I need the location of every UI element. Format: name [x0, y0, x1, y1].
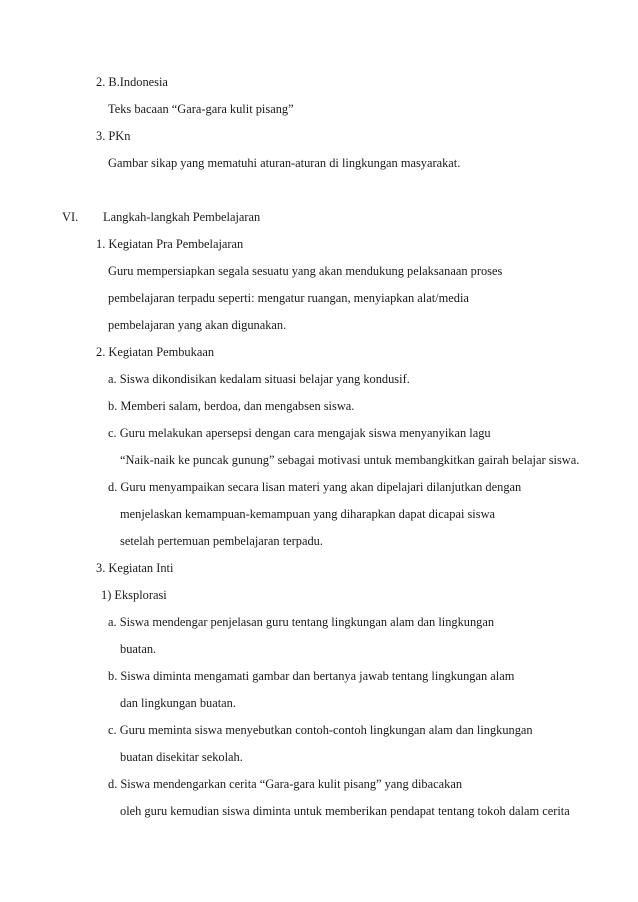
text-line: a. Siswa mendengar penjelasan guru tentang lingkungan alam dan lingkungan — [108, 615, 495, 629]
text-line: buatan. — [120, 642, 157, 656]
text-line: setelah pertemuan pembelajaran terpadu. — [120, 534, 323, 548]
text-line: buatan disekitar sekolah. — [120, 750, 243, 764]
text-line: “Naik-naik ke puncak gunung” sebagai motivasi untuk membangkitkan gairah belajar siswa. — [120, 453, 580, 467]
text-line: b. Siswa diminta mengamati gambar dan bertanya jawab tentang lingkungan alam — [108, 669, 515, 683]
list-item: 3. Kegiatan Inti — [96, 561, 174, 575]
text-line: menjelaskan kemampuan-kemampuan yang diharapkan dapat dicapai siswa — [120, 507, 496, 521]
text-line: a. Siswa dikondisikan kedalam situasi belajar yang kondusif. — [108, 372, 410, 386]
list-item: 2. Kegiatan Pembukaan — [96, 345, 215, 359]
text-line: Teks bacaan “Gara-gara kulit pisang” — [108, 102, 294, 116]
text-line: pembelajaran terpadu seperti: mengatur ruangan, menyiapkan alat/media — [108, 291, 469, 305]
list-item: 1. Kegiatan Pra Pembelajaran — [96, 237, 244, 251]
text-line: d. Guru menyampaikan secara lisan materi yang akan dipelajari dilanjutkan dengan — [108, 480, 522, 494]
subject-pkn: 3. PKn — [96, 129, 131, 143]
text-line: pembelajaran yang akan digunakan. — [108, 318, 287, 332]
subject-b-indonesia: 2. B.Indonesia — [96, 75, 168, 89]
text-line: c. Guru meminta siswa menyebutkan contoh-contoh lingkungan alam dan lingkungan — [108, 723, 533, 737]
text-line: dan lingkungan buatan. — [120, 696, 236, 710]
text-line: Guru mempersiapkan segala sesuatu yang akan mendukung pelaksanaan proses — [108, 264, 503, 278]
section-heading: Langkah-langkah Pembelajaran — [103, 210, 261, 224]
sub-heading: 1) Eksplorasi — [101, 588, 167, 602]
text-line: b. Memberi salam, berdoa, dan mengabsen siswa. — [108, 399, 355, 413]
text-line: c. Guru melakukan apersepsi dengan cara mengajak siswa menyanyikan lagu — [108, 426, 491, 440]
text-line: oleh guru kemudian siswa diminta untuk memberikan pendapat tentang tokoh dalam cerita — [120, 804, 570, 818]
text-line: Gambar sikap yang mematuhi aturan-aturan di lingkungan masyarakat. — [108, 156, 461, 170]
text-line: d. Siswa mendengarkan cerita “Gara-gara kulit pisang” yang dibacakan — [108, 777, 463, 791]
section-number: VI. — [62, 210, 79, 224]
